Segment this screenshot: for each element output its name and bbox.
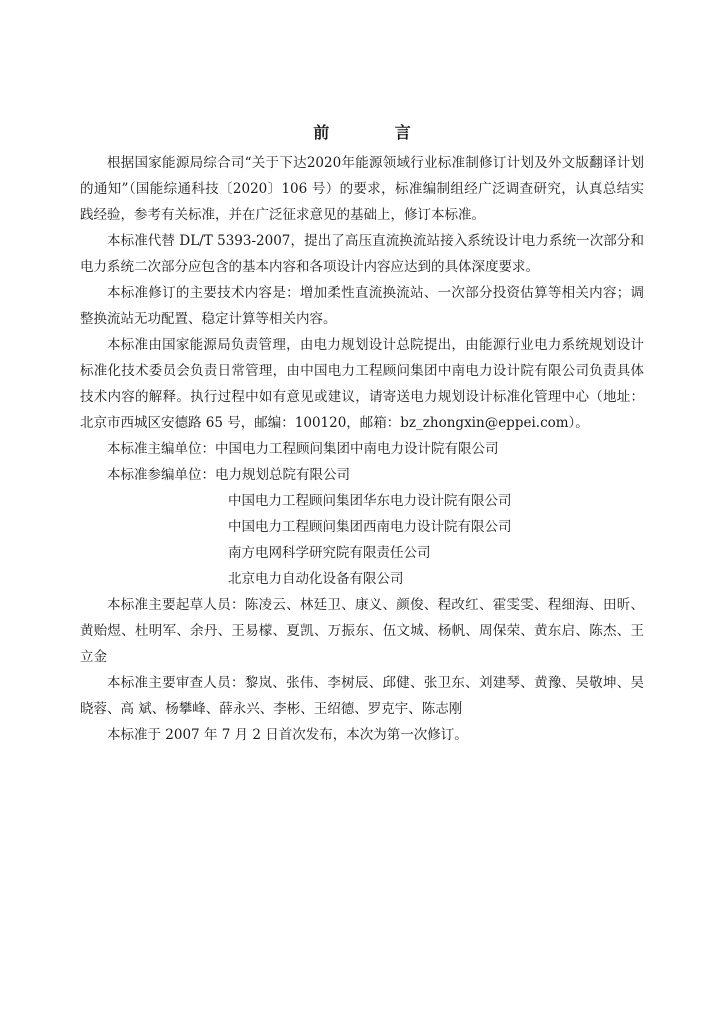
chief-unit-row: [80, 436, 644, 462]
participating-unit-first: 电力规划总院有限公司: [215, 467, 350, 483]
participating-unit: 中国电力工程顾问集团华东电力设计院有限公司: [228, 493, 512, 509]
paragraph-replaces: 本标准代替 DL/T 5393-2007，提出了高压直流换流站接入系统设计电力系统一次部分和电力系统二次部分应包含的基本内容和各项设计内容应达到的具体深度要求。: [80, 233, 644, 275]
chief-unit-label: 本标准主编单位：: [107, 441, 215, 457]
paragraph-drafters: 本标准主要起草人员：陈凌云、林廷卫、康义、颜俊、程改红、霍雯雯、程细海、田昕、黄贻煜、杜明军、余丹、王易檬、夏凯、万振东、伍文城、杨帆、周保荣、黄东启、陈杰、王立金: [80, 597, 644, 665]
participating-unit: 北京电力自动化设备有限公司: [228, 571, 404, 587]
participating-units-row: [80, 462, 644, 488]
paragraph-main-changes: 本标准修订的主要技术内容是：增加柔性直流换流站、一次部分投资估算等相关内容；调整换流站无功配置、稳定计算等相关内容。: [80, 285, 644, 327]
page-title: 前 言: [313, 123, 441, 142]
paragraph-release: 本标准于 2007 年 7 月 2 日首次发布，本次为第一次修订。: [107, 727, 468, 743]
participating-unit: 南方电网科学研究院有限责任公司: [228, 545, 431, 561]
chief-unit-value: 中国电力工程顾问集团中南电力设计院有限公司: [215, 441, 499, 457]
participating-unit: 中国电力工程顾问集团西南电力设计院有限公司: [228, 519, 512, 535]
paragraph-basis: 根据国家能源局综合司“关于下达2020年能源领域行业标准制修订计划及外文版翻译计划的通知”（国能综通科技〔2020〕106 号）的要求，标准编制组经广泛调查研究，认真总结实践经验，参考有关标准，并在广泛征求意见的基础上，修订本标准。: [80, 155, 644, 223]
document-body: [80, 150, 644, 748]
paragraph-management: 本标准由国家能源局负责管理，由电力规划设计总院提出，由能源行业电力系统规划设计标准化技术委员会负责日常管理，由中国电力工程顾问集团中南电力设计院有限公司负责具体技术内容的解释。执行过程中如有意见或建议，请寄送电力规划设计标准化管理中心（地址：北京市西城区安德路 65 号，邮编：100120，邮箱：bz_zhongxin@eppei.com）。: [80, 337, 644, 431]
participating-units-label: 本标准参编单位：: [107, 467, 215, 483]
paragraph-reviewers: 本标准主要审查人员：黎岚、张伟、李树辰、邱健、张卫东、刘建琴、黄豫、吴敬坤、吴晓蓉、高 斌、杨攀峰、薛永兴、李彬、王绍德、罗克宇、陈志刚: [80, 675, 644, 717]
